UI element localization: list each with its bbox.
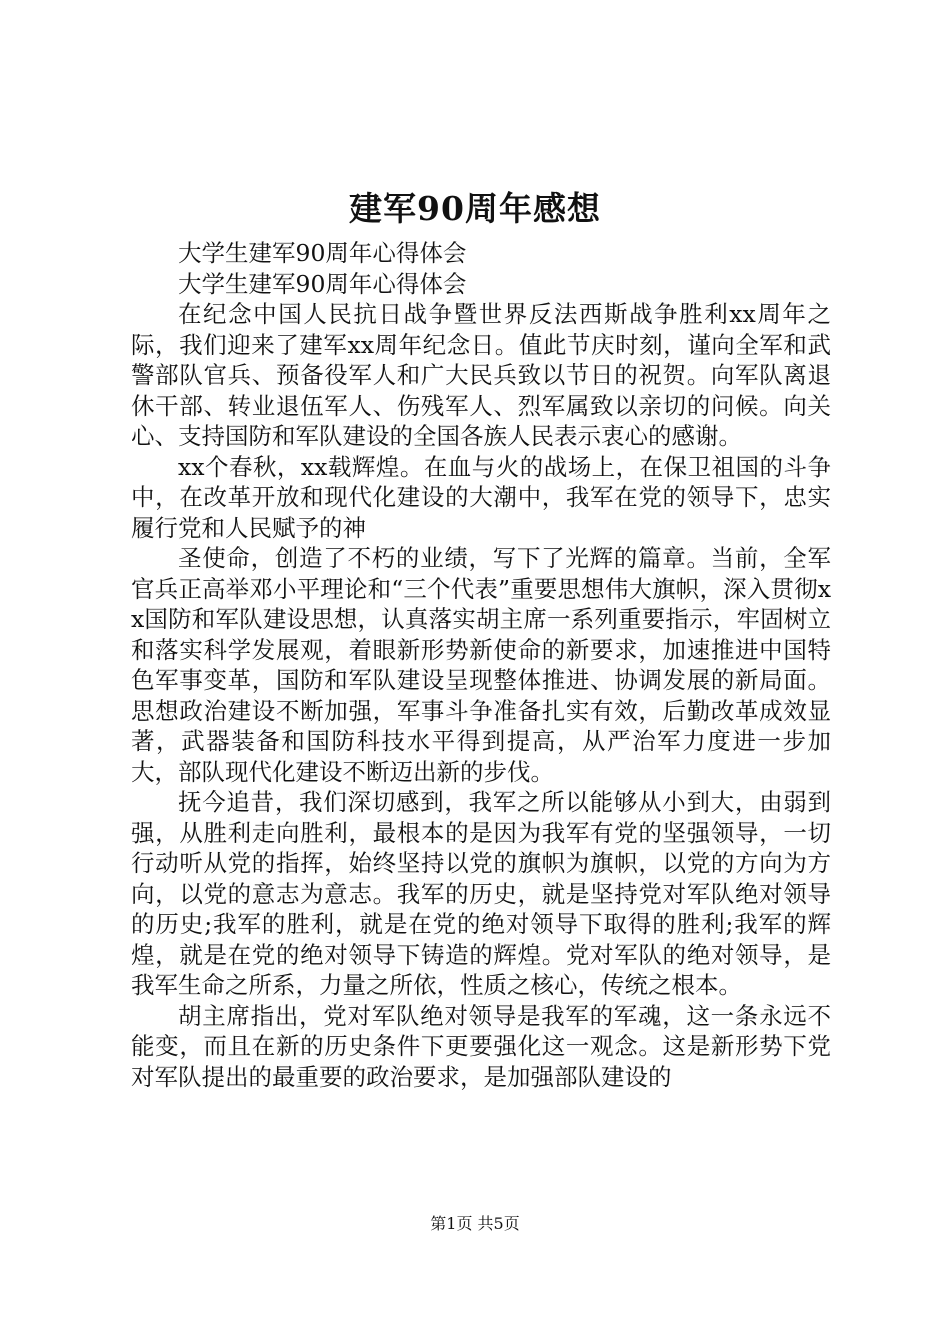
subtitle-line: 大学生建军90周年心得体会: [178, 239, 467, 267]
body-paragraph: 圣使命，创造了不朽的业绩，写下了光辉的篇章。当前，全军官兵正高举邓小平理论和“三个代表”重要思想伟大旗帜，深入贯彻xx国防和军队建设思想，认真落实胡主席一系列重要指示，牢固树立和落实科学发展观，着眼新形势新使命的新要求，加速推进中国特色军事变革，国防和军队建设呈现整体推进、协调发展的新局面。思想政治建设不断加强，军事斗争准备扎实有效，后勤改革成效显著，武器装备和国防科技水平得到提高，从严治军力度进一步加大，部队现代化建设不断迈出新的步伐。: [131, 544, 831, 786]
document-title: 建军90周年感想: [349, 189, 601, 228]
subtitle-line: 大学生建军90周年心得体会: [178, 269, 467, 298]
body-paragraph: 抚今追昔，我们深切感到，我军之所以能够从小到大，由弱到强，从胜利走向胜利，最根本的是因为我军有党的坚强领导，一切行动听从党的指挥，始终坚持以党的旗帜为旗帜，以党的方向为方向，以党的意志为意志。我军的历史，就是坚持党对军队绝对领导的历史;我军的胜利，就是在党的绝对领导下取得的胜利;我军的辉煌，就是在党的绝对领导下铸造的辉煌。党对军队的绝对领导，是我军生命之所系，力量之所依，性质之核心，传统之根本。: [131, 788, 831, 999]
body-paragraph: 在纪念中国人民抗日战争暨世界反法西斯战争胜利xx周年之际，我们迎来了建军xx周年纪念日。值此节庆时刻，谨向全军和武警部队官兵、预备役军人和广大民兵致以节日的祝贺。向军队离退休干部、转业退伍军人、伤残军人、烈军属致以亲切的问候。向关心、支持国防和军队建设的全国各族人民表示衷心的感谢。: [131, 300, 831, 450]
body-paragraph: xx个春秋，xx载辉煌。在血与火的战场上，在保卫祖国的斗争中，在改革开放和现代化建设的大潮中，我军在党的领导下，忠实履行党和人民赋予的神: [131, 452, 831, 542]
page-number-footer: 第1页 共5页: [430, 1214, 520, 1233]
body-paragraph: 胡主席指出，党对军队绝对领导是我军的军魂，这一条永远不能变，而且在新的历史条件下更要强化这一观念。这是新形势下党对军队提出的最重要的政治要求，是加强部队建设的: [131, 1001, 831, 1091]
document-body: [131, 238, 831, 1092]
